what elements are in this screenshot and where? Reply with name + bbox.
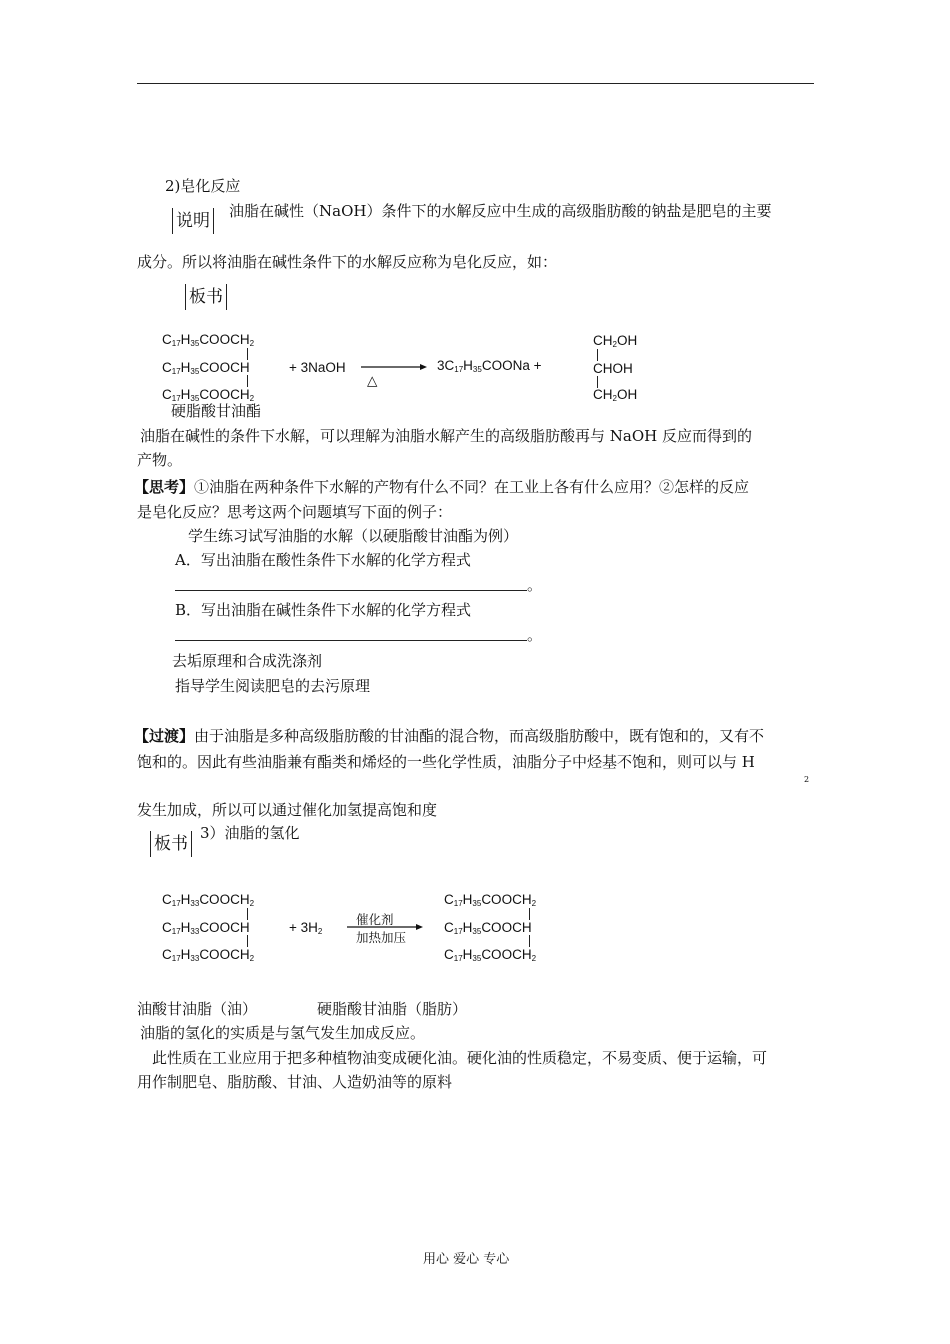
after-eq1-line-1: 油脂在碱性的条件下水解，可以理解为油脂水解产生的高级脂肪酸再与 NaOH 反应而得到的 — [140, 427, 752, 445]
blank-b-end: 。 — [527, 626, 543, 644]
eq2-condition-bottom: 加热加压 — [356, 930, 407, 945]
eq2-product-row-3: $C_{17}H_{35}COOCH_2$ — [444, 947, 537, 963]
blank-a-end: 。 — [527, 576, 543, 594]
name-oil: 油酸甘油脂（油） — [137, 1000, 258, 1018]
eq2-reagent: + $3H_2$ — [289, 920, 323, 936]
eq2-reactant-row-1: $C_{17}H_{33}COOCH_2$ — [162, 892, 255, 908]
eq2-reactant-row-3: $C_{17}H_{33}COOCH_2$ — [162, 947, 255, 963]
eq2-condition-top: 催化剂 — [356, 912, 394, 927]
transition-line-1: 【过渡】由于油脂是多种高级脂肪酸的甘油酯的混合物，而高级脂肪酸中，既有饱和的，又有不 — [134, 727, 765, 745]
decon-title: 去垢原理和合成洗涤剂 — [172, 652, 323, 670]
eq1-reactant-row-3: $C_{17}H_{35}COOCH_2$ — [162, 387, 255, 403]
decon-guide: 指导学生阅读肥皂的去污原理 — [175, 677, 371, 695]
transition-label: 【过渡】 — [134, 727, 195, 745]
label-board-1: 板书 — [185, 284, 227, 310]
eq2-product-bond-2 — [529, 935, 530, 947]
page-footer: 用心 爱心 专心 — [423, 1252, 510, 1267]
eq1-bond-1 — [247, 348, 248, 360]
think-label: 【思考】 — [134, 478, 195, 496]
practice-b: B．写出油脂在碱性条件下水解的化学方程式 — [175, 601, 472, 619]
eq1-reactant-row-2: $C_{17}H_{35}COOCH$ — [162, 360, 250, 376]
explain-line-2: 成分。所以将油脂在碱性条件下的水解反应称为皂化反应，如： — [137, 253, 558, 271]
practice-intro: 学生练习试写油脂的水解（以硬脂酸甘油酯为例） — [188, 527, 519, 545]
answer-blank-b[interactable] — [175, 640, 527, 641]
eq1-glycerol-row-1: $CH_2OH$ — [593, 333, 638, 349]
eq2-product-row-1: $C_{17}H_{35}COOCH_2$ — [444, 892, 537, 908]
label-explain: 说明 — [172, 208, 214, 234]
think-line-2: 是皂化反应？思考这两个问题填写下面的例子： — [137, 503, 453, 521]
name-fat: 硬脂酸甘油脂（脂肪） — [317, 1000, 468, 1018]
eq2-product-bond-1 — [529, 908, 530, 920]
after-eq1-line-2: 产物。 — [137, 451, 183, 469]
explain-line-1: 油脂在碱性（NaOH）条件下的水解反应中生成的高级脂肪酸的钠盐是肥皂的主要 — [229, 202, 772, 220]
eq1-bond-2 — [247, 375, 248, 387]
eq1-glycerol-bond-1 — [597, 349, 598, 361]
industry-line-2: 用作制肥皂、脂肪酸、甘油、人造奶油等的原料 — [137, 1073, 453, 1091]
eq2-reactant-row-2: $C_{17}H_{33}COOCH$ — [162, 920, 250, 936]
eq1-reagent: + 3NaOH — [289, 360, 346, 375]
section3-title: 3）油脂的氢化 — [200, 824, 300, 842]
transition-subscript: 2 — [804, 775, 810, 784]
eq1-condition-heat: △ — [367, 373, 378, 388]
eq1-product-soap: $3C_{17}H_{35}COONa$ + — [437, 358, 542, 374]
label-board-2: 板书 — [150, 831, 192, 857]
eq1-reactant-name: 硬脂酸甘油酯 — [171, 402, 262, 420]
transition-line-2: 饱和的。因此有些油脂兼有酯类和烯烃的一些化学性质，油脂分子中烃基不饱和，则可以与 H — [137, 753, 755, 771]
section-title-saponification: 2)皂化反应 — [165, 177, 241, 195]
eq2-product-row-2: $C_{17}H_{35}COOCH$ — [444, 920, 532, 936]
think-line-1: 【思考】①油脂在两种条件下水解的产物有什么不同？在工业上各有什么应用？②怎样的反应 — [134, 478, 750, 496]
eq1-arrow — [360, 361, 428, 373]
answer-blank-a[interactable] — [175, 590, 527, 591]
eq1-reactant-row-1: $C_{17}H_{35}COOCH_2$ — [162, 332, 255, 348]
eq1-glycerol-row-3: $CH_2OH$ — [593, 387, 638, 403]
hydro-essence: 油脂的氢化的实质是与氢气发生加成反应。 — [140, 1024, 426, 1042]
eq1-glycerol-row-2: CHOH — [593, 361, 633, 376]
header-rule — [137, 83, 814, 84]
practice-a: A．写出油脂在酸性条件下水解的化学方程式 — [175, 551, 471, 569]
industry-line-1: 此性质在工业应用于把多种植物油变成硬化油。硬化油的性质稳定，不易变质、便于运输，可 — [152, 1049, 768, 1067]
eq2-bond-1 — [247, 908, 248, 920]
eq2-bond-2 — [247, 935, 248, 947]
transition-line-3: 发生加成，所以可以通过催化加氢提高饱和度 — [137, 801, 438, 819]
